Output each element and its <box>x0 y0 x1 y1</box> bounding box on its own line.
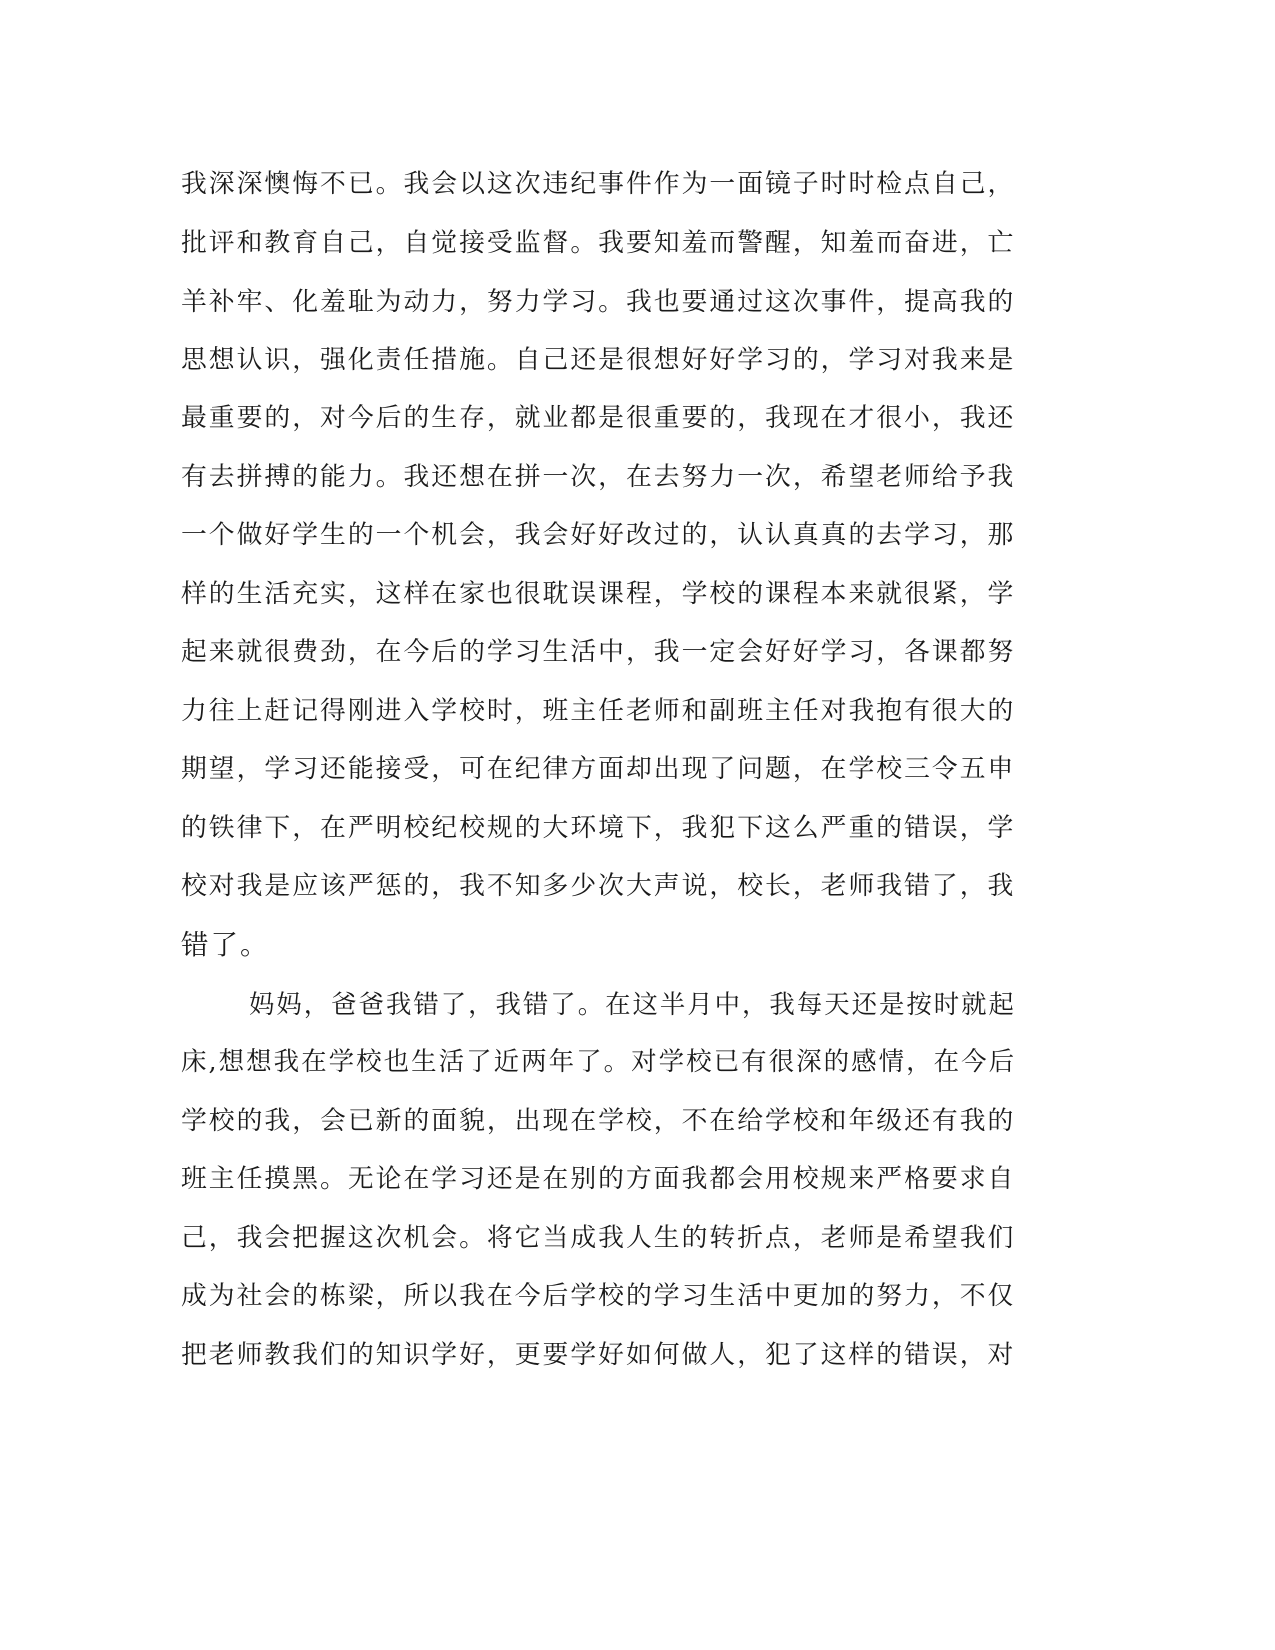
paragraph1-line: 有去拼搏的能力。我还想在拼一次，在去努力一次，希望老师给予我 <box>181 462 1016 492</box>
paragraph1-line: 的铁律下，在严明校纪校规的大环境下，我犯下这么严重的错误，学 <box>181 813 1016 843</box>
paragraph1-line: 思想认识，强化责任措施。自己还是很想好好学习的，学习对我来是 <box>181 345 1016 375</box>
paragraph1-line: 错了。 <box>181 929 270 961</box>
paragraph2-line: 班主任摸黑。无论在学习还是在别的方面我都会用校规来严格要求自 <box>181 1164 1016 1194</box>
paragraph1-line: 最重要的，对今后的生存，就业都是很重要的，我现在才很小，我还 <box>181 403 1016 433</box>
paragraph1-line: 校对我是应该严惩的，我不知多少次大声说，校长，老师我错了，我 <box>181 871 1016 901</box>
paragraph1-line: 期望，学习还能接受，可在纪律方面却出现了问题，在学校三令五申 <box>181 754 1016 784</box>
paragraph2-line: 妈妈，爸爸我错了，我错了。在这半月中，我每天还是按时就起 <box>249 989 1016 1019</box>
paragraph2-line: 学校的我，会已新的面貌，出现在学校，不在给学校和年级还有我的 <box>181 1106 1016 1136</box>
paragraph1-line: 我深深懊悔不已。我会以这次违纪事件作为一面镜子时时检点自己， <box>181 169 1016 199</box>
paragraph1-line: 起来就很费劲，在今后的学习生活中，我一定会好好学习，各课都努 <box>181 637 1016 667</box>
paragraph2-line: 己，我会把握这次机会。将它当成我人生的转折点，老师是希望我们 <box>181 1223 1016 1253</box>
paragraph2-line: 成为社会的栋梁，所以我在今后学校的学习生活中更加的努力，不仅 <box>181 1281 1016 1311</box>
paragraph1-line: 羊补牢、化羞耻为动力，努力学习。我也要通过这次事件，提高我的 <box>181 287 1016 317</box>
paragraph2-line: 把老师教我们的知识学好，更要学好如何做人，犯了这样的错误，对 <box>181 1340 1016 1370</box>
paragraph1-line: 样的生活充实，这样在家也很耽误课程，学校的课程本来就很紧，学 <box>181 579 1016 609</box>
paragraph1-line: 批评和教育自己，自觉接受监督。我要知羞而警醒，知羞而奋进，亡 <box>181 228 1016 258</box>
paragraph1-line: 力往上赶记得刚进入学校时，班主任老师和副班主任对我抱有很大的 <box>181 696 1016 726</box>
paragraph2-line: 床,想想我在学校也生活了近两年了。对学校已有很深的感情，在今后 <box>181 1047 1017 1077</box>
paragraph1-line: 一个做好学生的一个机会，我会好好改过的，认认真真的去学习，那 <box>181 520 1016 550</box>
